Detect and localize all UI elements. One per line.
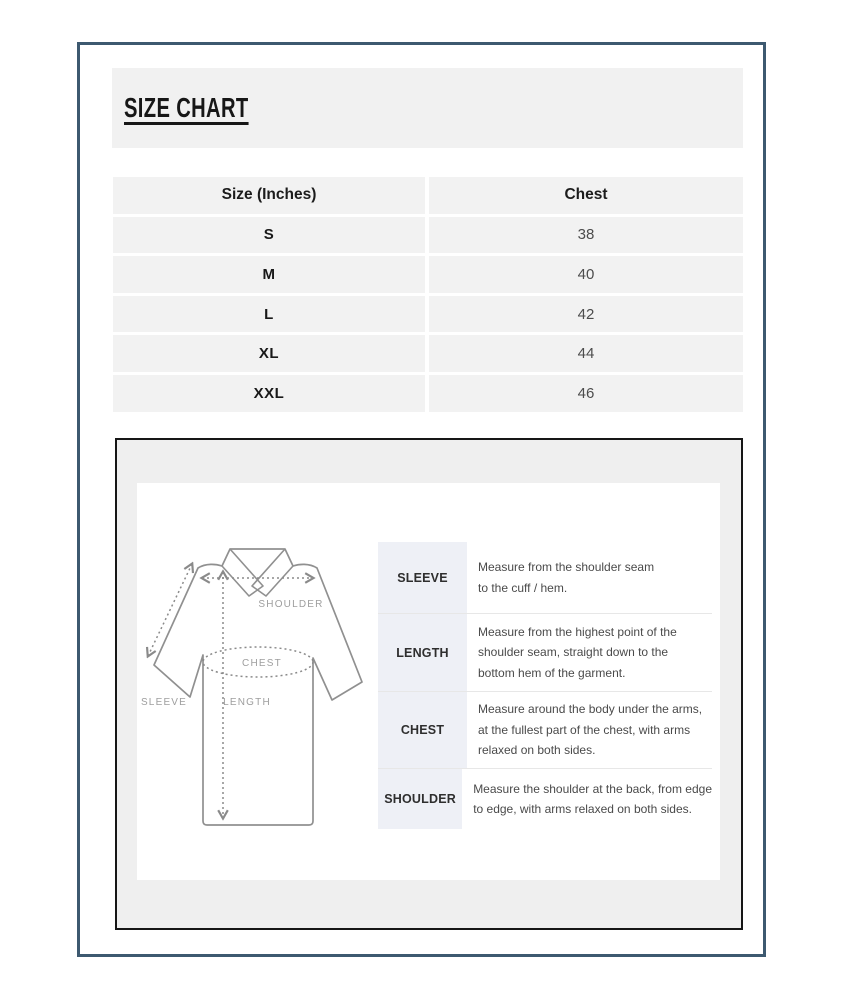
measure-desc-line: at the fullest part of the chest, with arms [478,722,691,737]
measure-row-shoulder [378,768,712,829]
measure-desc-line: Measure from the highest point of the [478,624,677,639]
chest-cell-l: 42 [429,296,743,333]
sleeve-diagram-label: SLEEVE [140,697,188,708]
measure-desc-line: relaxed on both sides. [478,743,596,758]
sleeve-measure-line [148,564,192,656]
size-cell-xxl: XXL [113,375,425,412]
shoulder-diagram-label: SHOULDER [258,599,324,610]
measure-row-sleeve [378,542,712,613]
measure-desc-line: to the cuff / hem. [478,580,568,595]
chest-cell-s: 38 [429,217,743,254]
measure-desc-line: Measure the shoulder at the back, from edge [473,781,712,796]
chest-cell-m: 40 [429,256,743,293]
size-table [113,177,743,412]
measure-desc-sleeve [467,542,712,613]
chest-cell-xxl: 46 [429,375,743,412]
measure-desc-shoulder [462,769,712,829]
size-cell-l: L [113,296,425,333]
measure-label-length: LENGTH [378,614,467,691]
size-cell-m: M [113,256,425,293]
length-diagram-label: LENGTH [223,697,271,708]
size-table-header-chest: Chest [429,177,743,214]
chest-cell-xl: 44 [429,335,743,372]
size-cell-s: S [113,217,425,254]
measure-row-length [378,613,712,691]
measure-desc-line: Measure around the body under the arms, [478,702,703,717]
page-title: SIZE CHART [124,92,249,123]
measure-label-chest: CHEST [378,692,467,768]
measure-guide-box [115,438,743,930]
measure-label-shoulder: SHOULDER [378,769,462,829]
shirt-diagram-icon [140,540,375,840]
measure-row-chest [378,691,712,768]
measure-desc-line: to edge, with arms relaxed on both sides. [473,802,692,816]
size-table-header-size: Size (Inches) [113,177,425,214]
measure-guide-panel [137,483,720,880]
measure-desc-line: bottom hem of the garment. [478,665,626,680]
measure-desc-line: shoulder seam, straight down to the [478,645,669,660]
chest-diagram-label: CHEST [242,658,282,669]
measure-desc-chest [467,692,712,768]
measure-table [378,542,712,829]
title-block [112,68,743,148]
measure-desc-line: Measure from the shoulder seam [478,560,655,574]
size-cell-xl: XL [113,335,425,372]
measure-desc-length [467,614,712,691]
measure-label-sleeve: SLEEVE [378,542,467,613]
